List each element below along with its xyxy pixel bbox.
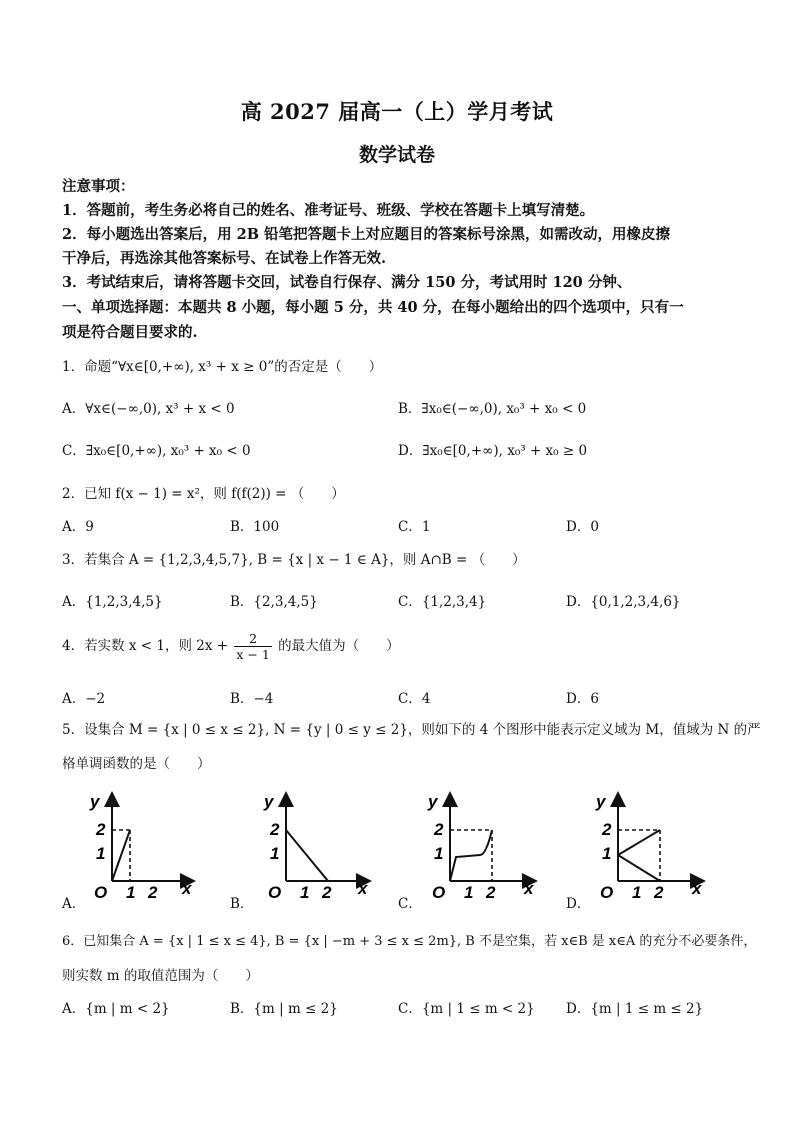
tick-1: 1: [270, 844, 280, 863]
q4-fraction-den: x − 1: [236, 647, 270, 662]
q4-fraction-num: 2: [234, 631, 271, 647]
q4-option-a: A．−2: [62, 691, 106, 707]
tick-1: 1: [434, 844, 444, 863]
question-6-stem-cont: 则实数 m 的取值范围为（ ）: [62, 968, 259, 984]
q3-option-a: A．{1,2,3,4,5}: [62, 594, 163, 610]
notice-item: 2．每小题选出答案后，用 2B 铅笔把答题卡上对应题目的答案标号涂黑，如需改动，用橡皮擦: [62, 226, 671, 243]
q5-graph-d: [588, 785, 728, 905]
notice-heading: 注意事项：: [62, 178, 135, 195]
tick-1: 1: [632, 883, 642, 902]
q6-option-d: D．{m | 1 ≤ m ≤ 2}: [566, 1001, 704, 1017]
tick-2: 2: [270, 820, 280, 839]
q2-option-b: B．100: [230, 519, 280, 535]
tick-1: 1: [300, 883, 310, 902]
q5-graph-a: [82, 785, 222, 905]
origin-label: O: [600, 883, 614, 902]
q4-option-c: C．4: [398, 691, 431, 707]
q2-option-c: C．1: [398, 519, 431, 535]
q1-option-a: A．∀x∈(−∞,0), x³ + x < 0: [62, 401, 235, 417]
y-label: y: [428, 792, 438, 811]
q4-option-d: D．6: [566, 691, 599, 707]
question-5-stem: 5．设集合 M = {x | 0 ≤ x ≤ 2}, N = {y | 0 ≤ y ≤ 2}，则如下的 4 个图形中能表示定义域为 M，值域为 N 的严: [62, 722, 761, 738]
y-label: y: [596, 792, 606, 811]
q6-option-a: A．{m | m < 2}: [62, 1001, 170, 1017]
question-2-stem: 2．已知 f(x − 1) = x²，则 f(f(2)) = （ ）: [62, 486, 345, 502]
x-label: x: [692, 879, 702, 898]
origin-label: O: [268, 883, 282, 902]
q5-option-d: D．: [566, 896, 591, 912]
q2-option-a: A．9: [62, 519, 94, 535]
tick-2: 2: [148, 883, 158, 902]
origin-label: O: [94, 883, 108, 902]
section-heading: 一、单项选择题：本题共 8 小题，每小题 5 分，共 40 分，在每小题给出的四个选项中，只有一: [62, 299, 684, 316]
function-curve: [450, 830, 492, 881]
q4-stem-pre: 4．若实数 x < 1，则 2x +: [62, 638, 229, 654]
x-label: x: [182, 879, 192, 898]
q2-option-d: D．0: [566, 519, 599, 535]
y-label: y: [90, 792, 100, 811]
origin-label: O: [432, 883, 446, 902]
q5-option-a: A．: [62, 896, 86, 912]
q5-graph-b: [256, 785, 396, 905]
tick-2: 2: [96, 820, 106, 839]
function-curve: [112, 830, 130, 881]
q5-option-c: C．: [398, 896, 422, 912]
tick-1: 1: [126, 883, 136, 902]
q5-option-b: B．: [230, 896, 254, 912]
q6-option-b: B．{m | m ≤ 2}: [230, 1001, 338, 1017]
q3-option-b: B．{2,3,4,5}: [230, 594, 318, 610]
q4-option-b: B．−4: [230, 691, 274, 707]
x-label: x: [524, 879, 534, 898]
q1-option-b: B．∃x₀∈(−∞,0), x₀³ + x₀ < 0: [398, 401, 587, 417]
q1-option-d: D．∃x₀∈[0,+∞), x₀³ + x₀ ≥ 0: [398, 443, 588, 459]
tick-2: 2: [486, 883, 496, 902]
tick-1: 1: [464, 883, 474, 902]
function-curve: [618, 830, 660, 881]
tick-2: 2: [434, 820, 444, 839]
question-5-stem-cont: 格单调函数的是（ ）: [62, 756, 211, 772]
question-4-stem: [62, 631, 400, 662]
tick-1: 1: [96, 844, 106, 863]
q6-option-c: C．{m | 1 ≤ m < 2}: [398, 1001, 535, 1017]
section-heading-cont: 项是符合题目要求的.: [62, 324, 198, 341]
notice-item: 3．考试结束后，请将答题卡交回，试卷自行保存、满分 150 分，考试用时 120 分钟、: [62, 274, 632, 291]
q3-option-d: D．{0,1,2,3,4,6}: [566, 594, 681, 610]
exam-title: 高 2027 届高一（上）学月考试: [240, 99, 554, 124]
y-label: y: [264, 792, 274, 811]
notice-item: 1．答题前，考生务必将自己的姓名、准考证号、班级、学校在答题卡上填写清楚。: [62, 202, 595, 219]
q3-option-c: C．{1,2,3,4}: [398, 594, 487, 610]
exam-subtitle: 数学试卷: [358, 144, 435, 166]
q4-stem-post: 的最大值为（ ）: [278, 638, 400, 654]
tick-2: 2: [602, 820, 612, 839]
tick-2: 2: [322, 883, 332, 902]
tick-1: 1: [602, 844, 612, 863]
x-label: x: [358, 879, 368, 898]
q1-option-c: C．∃x₀∈[0,+∞), x₀³ + x₀ < 0: [62, 443, 251, 459]
function-curve: [286, 830, 328, 881]
question-6-stem: 6．已知集合 A = {x | 1 ≤ x ≤ 4}, B = {x | −m + 3 ≤ x ≤ 2m}, B 不是空集，若 x∈B 是 x∈A 的充分不必要条件，: [62, 934, 757, 949]
question-1-stem: 1．命题“∀x∈[0,+∞), x³ + x ≥ 0”的否定是（ ）: [62, 359, 383, 375]
question-3-stem: 3．若集合 A = {1,2,3,4,5,7}, B = {x | x − 1 ∈ A}，则 A∩B = （ ）: [62, 552, 526, 568]
q4-fraction: [234, 631, 271, 662]
notice-item: 干净后，再选涂其他答案标号、在试卷上作答无效.: [62, 250, 387, 267]
q5-graph-c: [420, 785, 560, 905]
tick-2: 2: [654, 883, 664, 902]
